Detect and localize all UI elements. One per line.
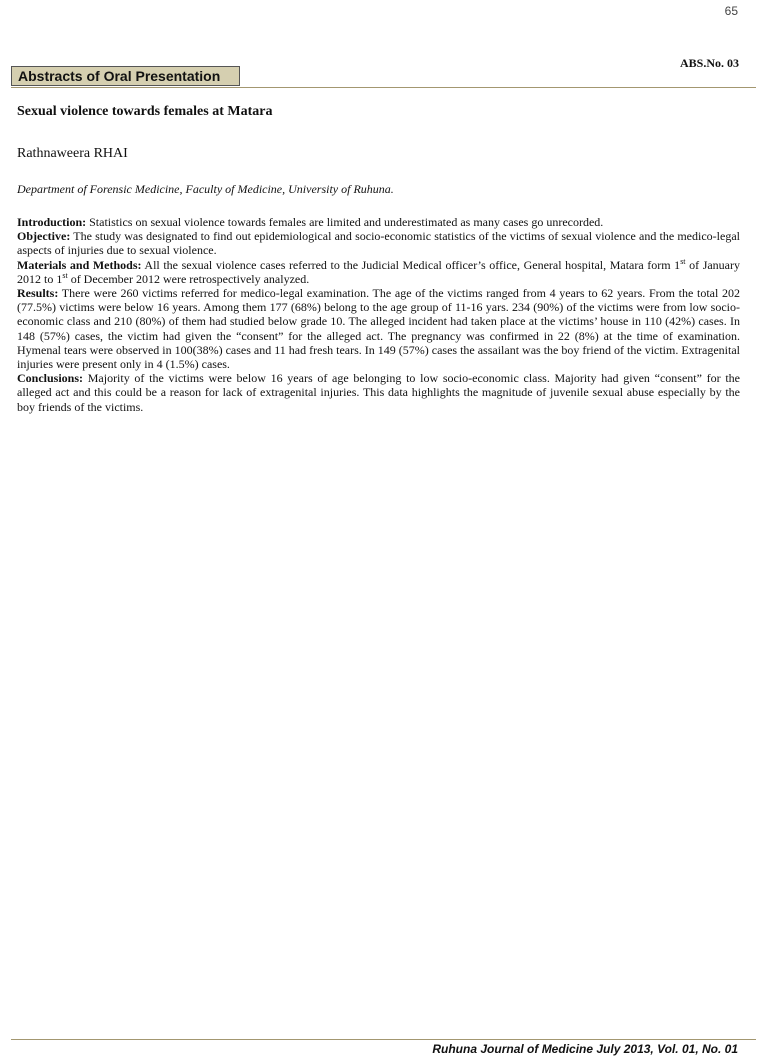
introduction-paragraph	[17, 215, 740, 229]
objective-paragraph	[17, 229, 740, 257]
conclusions-text: Majority of the victims were below 16 years of age belonging to low socio-economic class. Majority had given “consent” for the alleged act and this could be a reason for lack of extragenital injuries. This data highlights the magnitude of juvenile sexual abuse especially by the boy friends of the victims.	[17, 371, 740, 414]
conclusions-label: Conclusions:	[17, 371, 84, 386]
methods-text-b: of January 2012 to 1	[17, 257, 741, 286]
journal-footer: Ruhuna Journal of Medicine July 2013, Vol. 01, No. 01	[432, 1042, 738, 1056]
objective-label: Objective:	[17, 229, 71, 244]
abstract-body	[17, 215, 740, 414]
page-number: 65	[724, 4, 738, 18]
methods-sup-a: st	[680, 256, 686, 266]
abstract-number: ABS.No. 03	[679, 56, 739, 70]
methods-text-c: of December 2012 were retrospectively analyzed.	[67, 271, 310, 286]
authors: Rathnaweera RHAI	[17, 146, 128, 161]
results-text: There were 260 victims referred for medico-legal examination. The age of the victims ranged from 4 years to 62 years. From the total 202 (77.5%) victims were below 16 years. Among them 177 (68%) belong to the age group of 11-16 yars. 234 (90%) of the victims were from low socio-economic class and 210 (80%) of them had studied below grade 10. The alleged incident had taken place at the victims’ house in 110 (42%) cases. In 148 (57%) cases, the victim had given the “consent” for the alleged act. The pregnancy was confirmed in 22 (8%) at the time of examination. Hymenal tears were observed in 100(38%) cases and 11 had fresh tears. In 149 (57%) cases the assailant was the boy friend of the victim. Extragenital injuries were present only in 4 (1.5%) cases.	[17, 286, 740, 372]
banner-rule	[11, 87, 756, 88]
objective-text: The study was designated to find out epidemiological and socio-economic statistics of the victims of sexual violence and the medico-legal aspects of injuries due to sexual violence.	[17, 229, 740, 258]
introduction-text: Statistics on sexual violence towards females are limited and underestimated as many cases go unrecorded.	[86, 215, 604, 229]
methods-sup-b: st	[62, 270, 68, 280]
affiliation: Department of Forensic Medicine, Faculty of Medicine, University of Ruhuna.	[17, 182, 394, 196]
methods-text-a: All the sexual violence cases referred to the Judicial Medical officer’s office, General hospital, Matara form 1	[141, 257, 681, 272]
footer-rule	[11, 1039, 756, 1040]
introduction-label: Introduction:	[17, 215, 87, 229]
methods-paragraph	[17, 258, 740, 286]
results-paragraph	[17, 286, 740, 371]
methods-label: Materials and Methods:	[17, 257, 142, 272]
abstract-title: Sexual violence towards females at Matara	[17, 104, 273, 119]
results-label: Results:	[17, 286, 59, 301]
conclusions-paragraph	[17, 371, 740, 414]
section-banner: Abstracts of Oral Presentation	[11, 66, 240, 86]
